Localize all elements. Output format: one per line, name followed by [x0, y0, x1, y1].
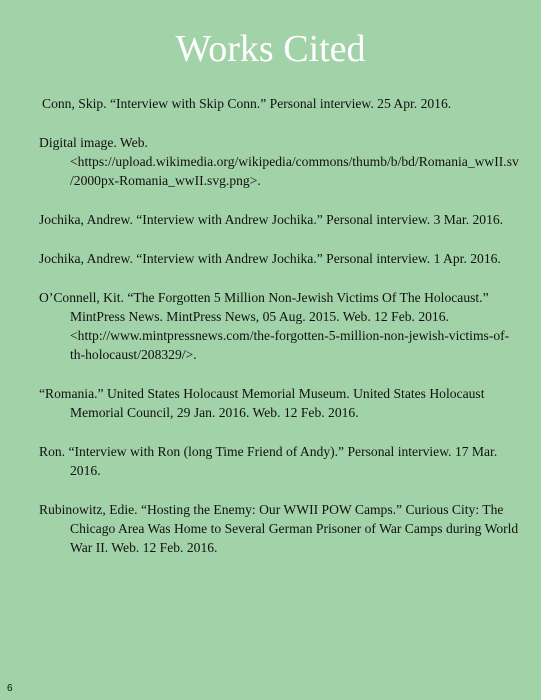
citation-item: Ron. “Interview with Ron (long Time Friend of Andy).” Personal interview. 17 Mar. 2016.	[39, 444, 498, 478]
citation-item: Rubinowitz, Edie. “Hosting the Enemy: Our WWII POW Camps.” Curious City: The Chicago Area Was Home to Several German Prisoner of War Camps during World War II. Web. 12 Feb. 2016.	[39, 502, 519, 555]
page-title: Works Cited	[175, 28, 366, 70]
citation-item: “Romania.” United States Holocaust Memorial Museum. United States Holocaust Memorial Council, 29 Jan. 2016. Web. 12 Feb. 2016.	[39, 386, 485, 420]
works-cited-list	[39, 94, 519, 577]
page-number: 6	[7, 683, 13, 694]
citation-item: Jochika, Andrew. “Interview with Andrew Jochika.” Personal interview. 3 Mar. 2016.	[39, 212, 504, 227]
citation-item: O’Connell, Kit. “The Forgotten 5 Million Non-Jewish Victims Of The Holocaust.” MintPress News. MintPress News, 05 Aug. 2015. Web. 12 Feb. 2016. <http://www.mintpressnews.com/the-forgotten-5-million-non-jewish-victims-of-th-holocaust/208329/>.	[39, 290, 510, 362]
citation-item: Jochika, Andrew. “Interview with Andrew Jochika.” Personal interview. 1 Apr. 2016.	[39, 251, 501, 266]
citation-item: Digital image. Web. <https://upload.wikimedia.org/wikipedia/commons/thumb/b/bd/Romania_wwII.sv/2000px-Romania_wwII.svg.png>.	[39, 135, 519, 188]
citation-item: Conn, Skip. “Interview with Skip Conn.” Personal interview. 25 Apr. 2016.	[42, 96, 452, 111]
